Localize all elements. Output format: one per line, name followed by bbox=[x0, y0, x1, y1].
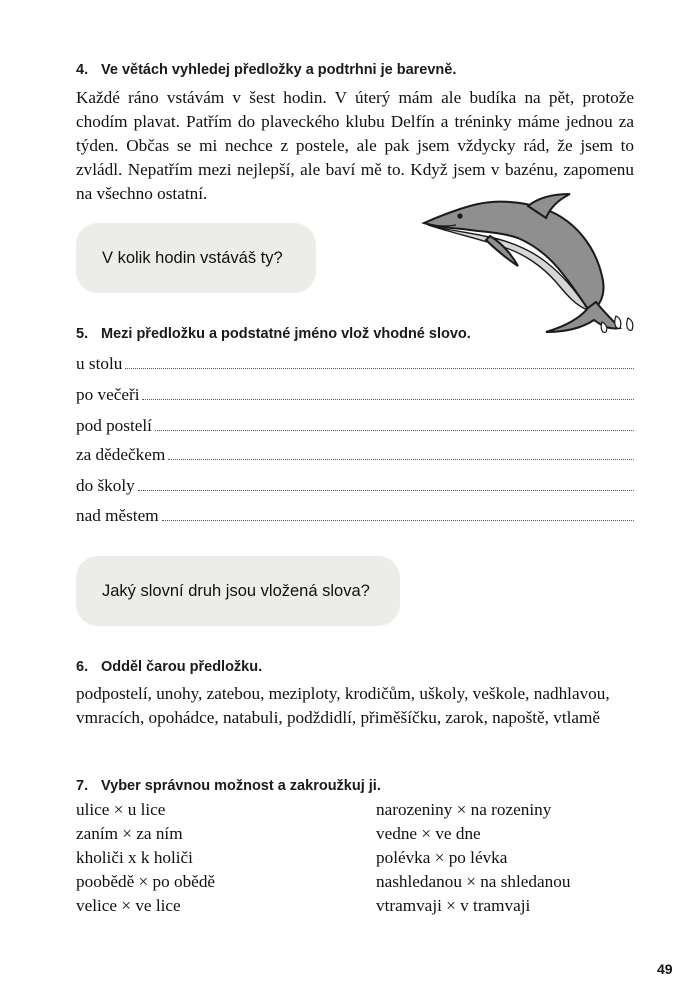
fill-row-label: do školy bbox=[76, 476, 135, 495]
task4-heading bbox=[76, 62, 456, 78]
fill-row-label: pod postelí bbox=[76, 416, 152, 435]
choice-item-right[interactable]: vtramvaji × v tramvaji bbox=[376, 896, 531, 915]
splash-drop bbox=[627, 318, 633, 330]
choice-item-left[interactable]: ulice × u lice bbox=[76, 800, 166, 819]
choice-item-right[interactable]: nashledanou × na shledanou bbox=[376, 872, 571, 891]
dolphin-illustration bbox=[420, 190, 640, 340]
task4-question: V kolik hodin vstáváš ty? bbox=[102, 248, 283, 267]
choice-item-left[interactable]: kholiči x k holiči bbox=[76, 848, 193, 867]
task7-heading bbox=[76, 778, 381, 794]
fill-row[interactable] bbox=[76, 443, 634, 465]
dolphin-eye bbox=[457, 213, 462, 218]
choice-item-left[interactable]: poobědě × po obědě bbox=[76, 872, 216, 891]
choice-item-right[interactable]: narozeniny × na rozeniny bbox=[376, 800, 552, 819]
task6-heading bbox=[76, 659, 262, 675]
fill-line[interactable] bbox=[168, 459, 634, 460]
task4-heading-text: Ve větách vyhledej předložky a podtrhni je barevně. bbox=[101, 62, 457, 78]
fill-row-label: po večeři bbox=[76, 385, 140, 404]
task6-heading-text: Odděl čarou předložku. bbox=[101, 659, 263, 675]
task4-number: 4. bbox=[76, 62, 89, 78]
choice-item-left[interactable]: velice × ve lice bbox=[76, 896, 181, 915]
task5-question: Jaký slovní druh jsou vložená slova? bbox=[102, 581, 370, 600]
fill-row-label: u stolu bbox=[76, 354, 123, 373]
choice-item-right[interactable]: vedne × ve dne bbox=[376, 824, 481, 843]
fill-row[interactable] bbox=[76, 414, 634, 436]
fill-row[interactable] bbox=[76, 383, 634, 405]
task5-question-bubble bbox=[76, 556, 400, 626]
task4-question-bubble bbox=[76, 223, 316, 293]
fill-row[interactable] bbox=[76, 352, 634, 374]
task4-text: Každé ráno vstávám v šest hodin. V úterý mám ale budíka na pět, protože chodím plavat. Patřím do plaveckého klubu Delfín a tréninky máme jednou za týden. Občas se mi nechce z postele, ale pak jsem vždycky rád, že jsem to zvládl. Nepatřím mezi nejlepší, ale baví mě to. Když jsem v bazénu, zapomenu na všechno ostatní. bbox=[76, 88, 634, 203]
fill-line[interactable] bbox=[142, 399, 634, 400]
task7-heading-text: Vyber správnou možnost a zakroužkuj ji. bbox=[101, 778, 381, 794]
task7-number: 7. bbox=[76, 778, 89, 794]
task5-heading bbox=[76, 326, 471, 342]
fill-line[interactable] bbox=[125, 368, 634, 369]
fill-row-label: za dědečkem bbox=[76, 445, 166, 464]
fill-line[interactable] bbox=[138, 490, 634, 491]
fill-line[interactable] bbox=[155, 430, 634, 431]
task5-heading-text: Mezi předložku a podstatné jméno vlož vhodné slovo. bbox=[101, 326, 471, 342]
task5-number: 5. bbox=[76, 326, 89, 342]
fill-row-label: nad městem bbox=[76, 506, 159, 525]
choice-item-left[interactable]: zaním × za ním bbox=[76, 824, 183, 843]
task6-text: podpostelí, unohy, zatebou, meziploty, krodičům, uškoly, veškole, nadhlavou, vmracích, opohádce, natabuli, podždidlí, přiměšíčku, zarok, napoště, vtlamě bbox=[76, 684, 610, 727]
choice-item-right[interactable]: polévka × po lévka bbox=[376, 848, 508, 867]
fill-row[interactable] bbox=[76, 504, 634, 526]
task6-number: 6. bbox=[76, 659, 89, 675]
fill-line[interactable] bbox=[162, 520, 634, 521]
page-number: 49 bbox=[657, 961, 673, 977]
splash-drop bbox=[615, 316, 621, 328]
fill-row[interactable] bbox=[76, 474, 634, 496]
